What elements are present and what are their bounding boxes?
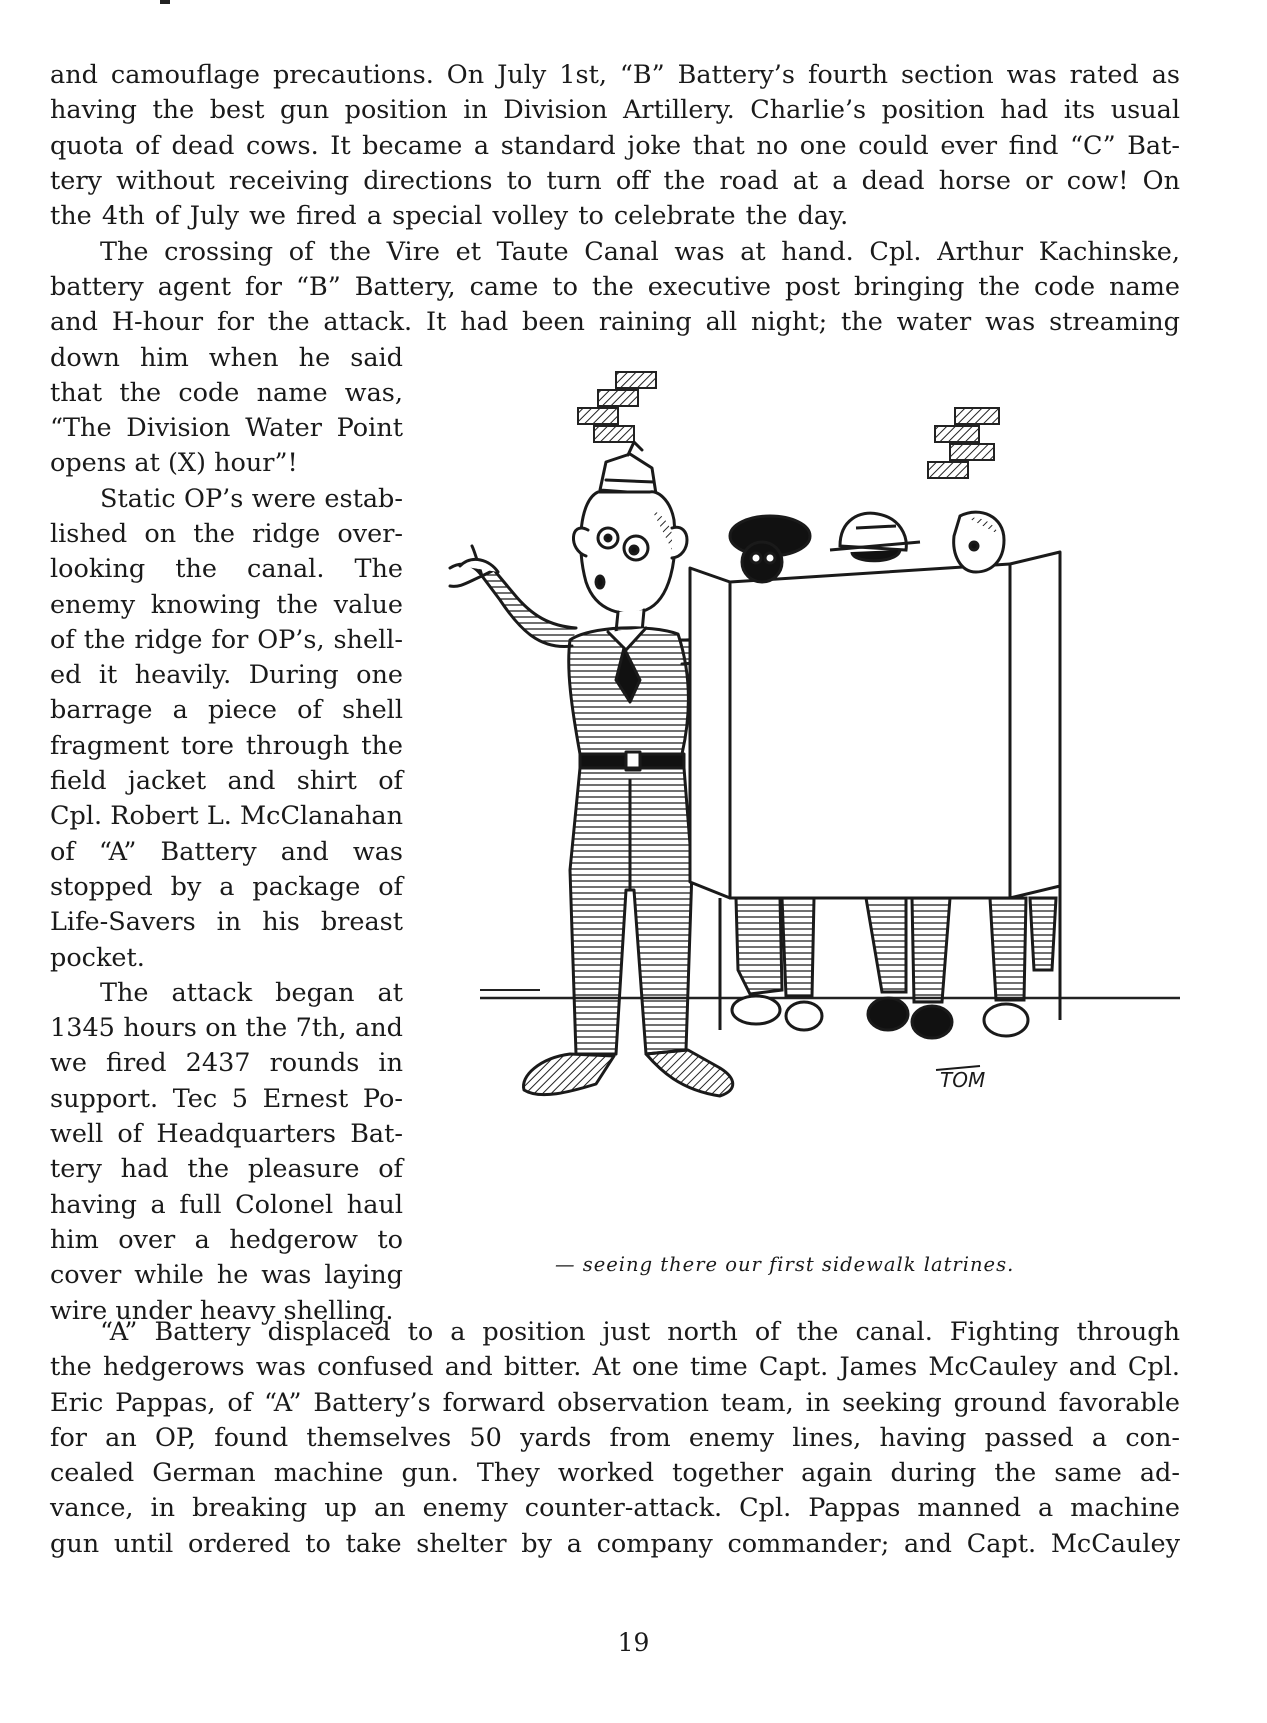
text-line: ed it heavily. During one bbox=[50, 660, 403, 691]
text-line: down him when he said bbox=[50, 342, 403, 373]
text-line: that the code name was, bbox=[50, 377, 403, 408]
text-line: of the ridge for OP’s, shell- bbox=[50, 624, 403, 655]
text-line: fragment tore through the bbox=[50, 730, 403, 761]
text-line: looking the canal. The bbox=[50, 554, 403, 585]
text-line: cover while he was laying bbox=[50, 1260, 403, 1291]
text-line: Static OP’s were estab- bbox=[100, 483, 403, 514]
text-line: quota of dead cows. It became a standard joke that no one could ever find “C” Bat- bbox=[50, 130, 1180, 161]
text-line: well of Headquarters Bat- bbox=[50, 1119, 403, 1150]
top-edge-mark bbox=[160, 0, 170, 4]
text-line: barrage a piece of shell bbox=[50, 695, 403, 726]
text-line: and camouflage precautions. On July 1st, “B” Battery’s fourth section was rated as bbox=[50, 60, 1180, 90]
text-line: the 4th of July we fired a special volley to celebrate the day. bbox=[50, 201, 849, 232]
text-line: and H-hour for the attack. It had been raining all night; the water was streaming bbox=[50, 307, 1180, 338]
text-line: field jacket and shirt of bbox=[50, 766, 403, 797]
text-line: support. Tec 5 Ernest Po- bbox=[50, 1083, 403, 1114]
text-line: Life-Savers in his breast bbox=[50, 907, 403, 938]
text-line: The attack began at bbox=[100, 977, 403, 1008]
text-line: tery had the pleasure of bbox=[50, 1154, 403, 1185]
text-line: the hedgerows was confused and bitter. At one time Capt. James McCauley and Cpl. bbox=[50, 1352, 1180, 1383]
text-line: Cpl. Robert L. McClanahan bbox=[50, 801, 403, 832]
illustration-caption: — seeing there our first sidewalk latrines. bbox=[555, 1253, 1015, 1276]
text-line: Eric Pappas, of “A” Battery’s forward observation team, in seeking ground favorable bbox=[50, 1387, 1180, 1418]
cartoon-illustration bbox=[420, 350, 1210, 1310]
text-line: 1345 hours on the 7th, and bbox=[50, 1013, 403, 1044]
text-line: him over a hedgerow to bbox=[50, 1224, 403, 1255]
column-text bbox=[50, 341, 403, 1329]
text-line: battery agent for “B” Battery, came to the executive post bringing the code name bbox=[50, 271, 1180, 302]
text-line: “A” Battery displaced to a position just north of the canal. Fighting through bbox=[100, 1317, 1180, 1347]
text-line: cealed German machine gun. They worked together again during the same ad- bbox=[50, 1458, 1180, 1489]
occupant-legs bbox=[736, 898, 1056, 1002]
text-line: enemy knowing the value bbox=[50, 589, 403, 620]
text-line: opens at (X) hour”! bbox=[50, 448, 298, 479]
text-line: of “A” Battery and was bbox=[50, 836, 403, 867]
second-paragraph bbox=[50, 235, 1180, 341]
text-line: for an OP, found themselves 50 yards from enemy lines, having passed a con- bbox=[50, 1422, 1180, 1453]
text-line: gun until ordered to take shelter by a company commander; and Capt. McCauley bbox=[50, 1528, 1180, 1559]
artist-signature: TOM bbox=[940, 1068, 986, 1092]
text-line: pocket. bbox=[50, 942, 145, 973]
text-line: vance, in breaking up an enemy counter-attack. Cpl. Pappas manned a machine bbox=[50, 1493, 1180, 1524]
text-line: having the best gun position in Division Artillery. Charlie’s position had its usual bbox=[50, 95, 1180, 126]
text-line: tery without receiving directions to turn off the road at a dead horse or cow! On bbox=[50, 165, 1180, 196]
text-line: “The Division Water Point bbox=[50, 413, 403, 444]
top-paragraph bbox=[50, 58, 1180, 234]
text-line: stopped by a package of bbox=[50, 871, 403, 902]
text-line: having a full Colonel haul bbox=[50, 1189, 403, 1220]
page-number: 19 bbox=[617, 1628, 650, 1657]
text-line: lished on the ridge over- bbox=[50, 518, 403, 549]
bottom-paragraph bbox=[50, 1315, 1180, 1562]
sleep-z-icon bbox=[928, 408, 999, 478]
occupant-shoes bbox=[732, 996, 1028, 1038]
text-line: The crossing of the Vire et Taute Canal was at hand. Cpl. Arthur Kachinske, bbox=[100, 236, 1180, 267]
sleep-z-icon bbox=[578, 372, 656, 442]
text-line: we fired 2437 rounds in bbox=[50, 1048, 403, 1079]
text-line: wire under heavy shelling. bbox=[50, 1295, 394, 1326]
